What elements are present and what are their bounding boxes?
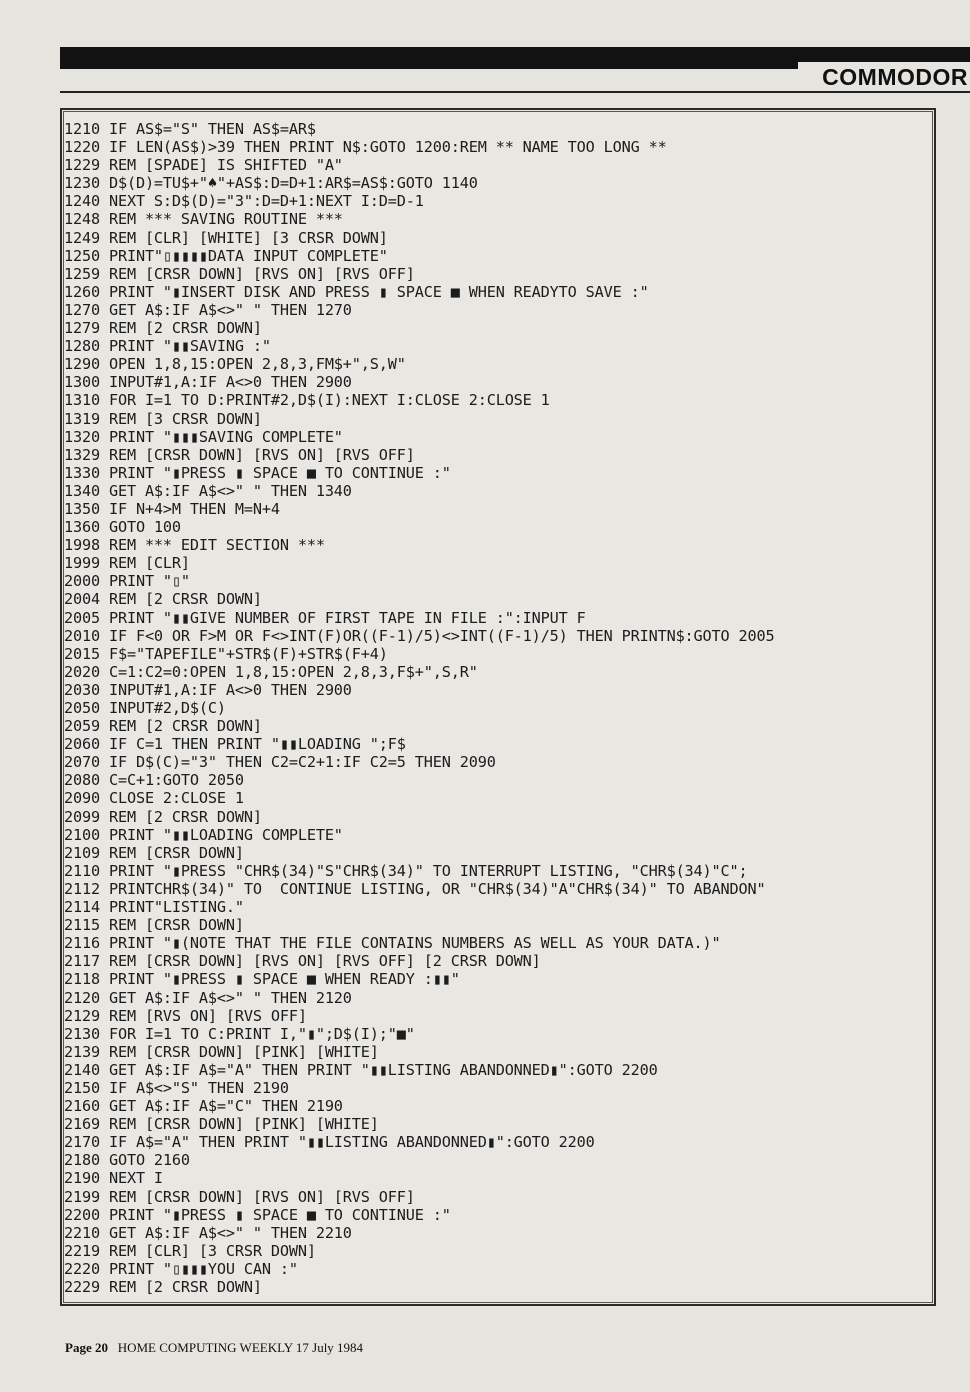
publication-info: HOME COMPUTING WEEKLY 17 July 1984: [117, 1340, 364, 1355]
code-line: 1279 REM [2 CRSR DOWN]: [64, 319, 262, 338]
code-line: 1300 INPUT#1,A:IF A<>0 THEN 2900: [64, 373, 352, 392]
code-line: 2150 IF A$<>"S" THEN 2190: [64, 1078, 289, 1097]
code-line: 2120 GET A$:IF A$<>" " THEN 2120: [64, 988, 352, 1007]
code-line: 2114 PRINT"LISTING.": [64, 898, 244, 917]
code-line: 2060 IF C=1 THEN PRINT "▮▮LOADING ";F$: [64, 735, 406, 754]
code-line: 2219 REM [CLR] [3 CRSR DOWN]: [64, 1241, 316, 1260]
code-line: 1240 NEXT S:D$(D)="3":D=D+1:NEXT I:D=D-1: [64, 192, 424, 211]
code-line: 2220 PRINT "▯▮▮▮YOU CAN :": [64, 1259, 298, 1278]
code-line: 2080 C=C+1:GOTO 2050: [64, 771, 244, 790]
code-line: 2130 FOR I=1 TO C:PRINT I,"▮";D$(I);"■": [64, 1024, 415, 1043]
code-line: 1259 REM [CRSR DOWN] [RVS ON] [RVS OFF]: [64, 264, 415, 283]
code-line: 1250 PRINT"▯▮▮▮▮DATA INPUT COMPLETE": [64, 246, 388, 265]
code-line: 1230 D$(D)=TU$+"♠"+AS$:D=D+1:AR$=AS$:GOTO 1140: [64, 174, 478, 193]
code-line: 2112 PRINTCHR$(34)" TO CONTINUE LISTING, OR "CHR$(34)"A"CHR$(34)" TO ABANDON": [64, 879, 766, 898]
code-line: 2200 PRINT "▮PRESS ▮ SPACE ■ TO CONTINUE :": [64, 1205, 451, 1224]
code-line: 1319 REM [3 CRSR DOWN]: [64, 409, 262, 428]
code-line: 2180 GOTO 2160: [64, 1151, 190, 1170]
code-line: 2004 REM [2 CRSR DOWN]: [64, 590, 262, 609]
code-line: 2020 C=1:C2=0:OPEN 1,8,15:OPEN 2,8,3,F$+",S,R": [64, 662, 478, 681]
page-footer: [65, 1340, 363, 1356]
code-line: 2070 IF D$(C)="3" THEN C2=C2+1:IF C2=5 THEN 2090: [64, 753, 496, 772]
code-line: 2229 REM [2 CRSR DOWN]: [64, 1278, 262, 1296]
code-line: 1999 REM [CLR]: [64, 554, 190, 573]
code-line: 1329 REM [CRSR DOWN] [RVS ON] [RVS OFF]: [64, 445, 415, 464]
code-line: 2000 PRINT "▯": [64, 572, 190, 591]
code-line: 1350 IF N+4>M THEN M=N+4: [64, 499, 280, 518]
code-line: 1210 IF AS$="S" THEN AS$=AR$: [64, 120, 316, 138]
program-listing: [64, 120, 932, 1296]
code-line: 1310 FOR I=1 TO D:PRINT#2,D$(I):NEXT I:CLOSE 2:CLOSE 1: [64, 391, 550, 410]
code-line: 1229 REM [SPADE] IS SHIFTED "A": [64, 156, 343, 175]
code-line: 2117 REM [CRSR DOWN] [RVS ON] [RVS OFF] [2 CRSR DOWN]: [64, 952, 541, 971]
code-line: 2110 PRINT "▮PRESS "CHR$(34)"S"CHR$(34)" TO INTERRUPT LISTING, "CHR$(34)"C";: [64, 861, 748, 880]
code-line: 1998 REM *** EDIT SECTION ***: [64, 536, 325, 555]
code-line: 2129 REM [RVS ON] [RVS OFF]: [64, 1006, 307, 1025]
code-line: 1248 REM *** SAVING ROUTINE ***: [64, 210, 343, 229]
code-line: 2030 INPUT#1,A:IF A<>0 THEN 2900: [64, 680, 352, 699]
code-line: 2090 CLOSE 2:CLOSE 1: [64, 789, 244, 808]
code-line: 2210 GET A$:IF A$<>" " THEN 2210: [64, 1223, 352, 1242]
code-line: 1280 PRINT "▮▮SAVING :": [64, 337, 271, 356]
code-line: 2115 REM [CRSR DOWN]: [64, 916, 244, 935]
code-line: 2005 PRINT "▮▮GIVE NUMBER OF FIRST TAPE IN FILE :":INPUT F: [64, 608, 586, 627]
code-line: 2190 NEXT I: [64, 1169, 163, 1188]
code-line: 1330 PRINT "▮PRESS ▮ SPACE ■ TO CONTINUE :": [64, 463, 451, 482]
code-line: 1249 REM [CLR] [WHITE] [3 CRSR DOWN]: [64, 228, 388, 247]
code-line: 2116 PRINT "▮(NOTE THAT THE FILE CONTAINS NUMBERS AS WELL AS YOUR DATA.)": [64, 934, 721, 953]
code-line: 1260 PRINT "▮INSERT DISK AND PRESS ▮ SPACE ■ WHEN READYTO SAVE :": [64, 282, 649, 301]
code-line: 1360 GOTO 100: [64, 518, 181, 537]
code-line: 2010 IF F<0 OR F>M OR F<>INT(F)OR((F-1)/5)<>INT((F-1)/5) THEN PRINTN$:GOTO 2005: [64, 626, 775, 645]
code-line: 2050 INPUT#2,D$(C): [64, 699, 226, 717]
code-line: 2099 REM [2 CRSR DOWN]: [64, 807, 262, 826]
header-rule: [60, 91, 970, 93]
code-line: 2199 REM [CRSR DOWN] [RVS ON] [RVS OFF]: [64, 1187, 415, 1206]
code-line: 2118 PRINT "▮PRESS ▮ SPACE ■ WHEN READY :▮▮": [64, 970, 460, 989]
code-line: 2170 IF A$="A" THEN PRINT "▮▮LISTING ABANDONNED▮":GOTO 2200: [64, 1133, 595, 1152]
code-line: 2139 REM [CRSR DOWN] [PINK] [WHITE]: [64, 1042, 379, 1061]
code-line: 1340 GET A$:IF A$<>" " THEN 1340: [64, 481, 352, 500]
code-line: 2160 GET A$:IF A$="C" THEN 2190: [64, 1097, 343, 1116]
section-title: COMMODOR: [822, 64, 968, 90]
code-line: 1220 IF LEN(AS$)>39 THEN PRINT N$:GOTO 1200:REM ** NAME TOO LONG **: [64, 138, 667, 157]
code-line: 1290 OPEN 1,8,15:OPEN 2,8,3,FM$+",S,W": [64, 355, 406, 374]
code-line: 2140 GET A$:IF A$="A" THEN PRINT "▮▮LISTING ABANDONNED▮":GOTO 2200: [64, 1060, 658, 1079]
code-line: 2100 PRINT "▮▮LOADING COMPLETE": [64, 825, 343, 844]
code-line: 2059 REM [2 CRSR DOWN]: [64, 717, 262, 736]
page-number: Page 20: [65, 1340, 108, 1355]
code-line: 2169 REM [CRSR DOWN] [PINK] [WHITE]: [64, 1115, 379, 1134]
code-line: 2015 F$="TAPEFILE"+STR$(F)+STR$(F+4): [64, 644, 388, 663]
code-line: 2109 REM [CRSR DOWN]: [64, 843, 244, 862]
code-line: 1270 GET A$:IF A$<>" " THEN 1270: [64, 300, 352, 319]
code-line: 1320 PRINT "▮▮▮SAVING COMPLETE": [64, 427, 343, 446]
